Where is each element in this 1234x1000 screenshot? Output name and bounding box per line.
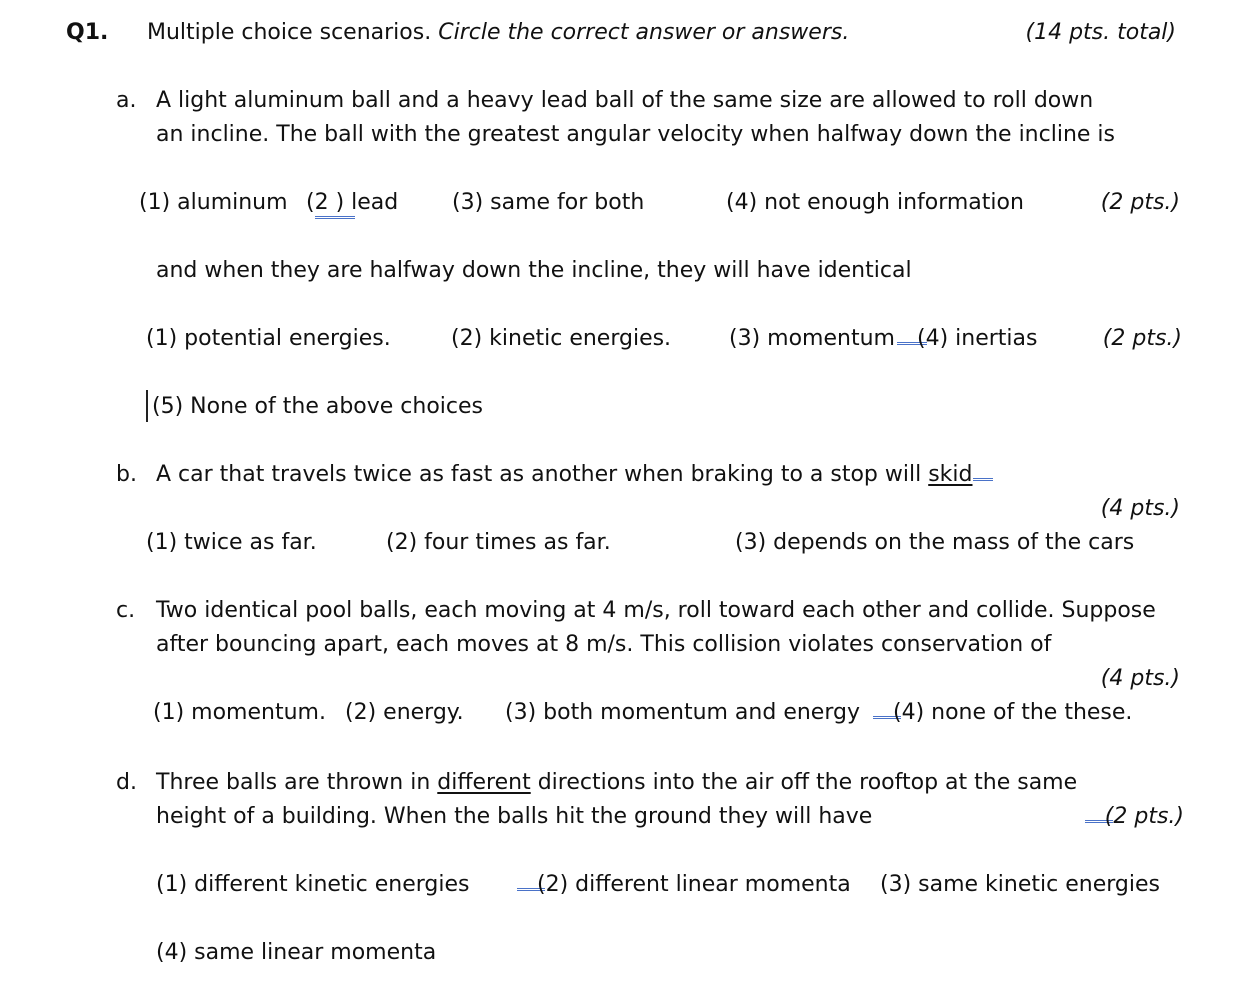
question-instruction: Circle the correct answer or answers. [438, 20, 850, 45]
part-b-keyword: skid [928, 462, 973, 487]
part-a2-option-4[interactable] [897, 328, 1037, 350]
part-d-keyword: different [437, 770, 531, 795]
part-d-option-4[interactable]: (4) same linear momenta [156, 940, 437, 965]
part-a-points-2: (2 pts.) [1102, 326, 1182, 351]
part-d-line1 [156, 772, 1077, 794]
part-c-option-4[interactable] [873, 702, 1132, 724]
blank-mark [315, 192, 355, 219]
part-c-line1: Two identical pool balls, each moving at 4 m/s, roll toward each other and collide. Suppose [156, 598, 1156, 623]
part-a2-option-3[interactable]: (3) momentum [729, 326, 895, 351]
part-a-option-3[interactable]: (3) same for both [452, 190, 645, 215]
part-a2-option-5[interactable]: (5) None of the above choices [152, 394, 483, 419]
question-number: Q1. [66, 20, 109, 45]
question-title [147, 22, 849, 44]
part-d-option-2-label: (2) different linear momenta [537, 872, 851, 897]
part-a2-option-4-label: (4) inertias [917, 326, 1038, 351]
part-d-line1-post: directions into the air off the rooftop at the same [537, 770, 1078, 795]
part-a-option-2-label: (2 ) lead [306, 190, 399, 215]
part-c-option-3[interactable]: (3) both momentum and energy [505, 700, 860, 725]
part-c-option-4-label: (4) none of the these. [893, 700, 1133, 725]
part-d-letter: d. [116, 770, 137, 795]
part-a-line3: and when they are halfway down the incline, they will have identical [156, 258, 912, 283]
part-a-option-4[interactable]: (4) not enough information [726, 190, 1024, 215]
part-c-option-1[interactable]: (1) momentum. [153, 700, 326, 725]
question-title-text: Multiple choice scenarios. [147, 20, 432, 45]
part-c-points: (4 pts.) [1100, 666, 1180, 691]
part-b-option-3[interactable]: (3) depends on the mass of the cars [735, 530, 1135, 555]
part-d-points-label: (2 pts.) [1104, 804, 1184, 829]
part-a-points-1: (2 pts.) [1100, 190, 1180, 215]
part-a-line2: an incline. The ball with the greatest angular velocity when halfway down the incline is [156, 122, 1115, 147]
part-d-line1-pre: Three balls are thrown in [156, 770, 431, 795]
text-cursor [146, 390, 148, 422]
part-a2-option-1[interactable]: (1) potential energies. [146, 326, 391, 351]
part-b-line1-text: A car that travels twice as fast as another when braking to a stop will [156, 462, 922, 487]
part-b-letter: b. [116, 462, 137, 487]
part-a-option-1[interactable]: (1) aluminum [139, 190, 288, 215]
total-points: (14 pts. total) [1025, 20, 1176, 45]
part-c-line2: after bouncing apart, each moves at 8 m/s. This collision violates conservation of [156, 632, 1052, 657]
part-d-line2: height of a building. When the balls hit the ground they will have [156, 804, 873, 829]
part-a-option-2[interactable] [306, 192, 398, 214]
part-d-option-3[interactable]: (3) same kinetic energies [880, 872, 1160, 897]
part-b-points: (4 pts.) [1100, 496, 1180, 521]
part-c-option-2[interactable]: (2) energy. [345, 700, 464, 725]
part-d-points [1085, 806, 1184, 828]
part-b-line1 [156, 464, 993, 486]
part-d-option-1[interactable]: (1) different kinetic energies [156, 872, 470, 897]
part-c-letter: c. [116, 598, 136, 623]
part-a2-option-2[interactable]: (2) kinetic energies. [451, 326, 672, 351]
part-a-line1: A light aluminum ball and a heavy lead ball of the same size are allowed to roll down [156, 88, 1094, 113]
part-b-option-1[interactable]: (1) twice as far. [146, 530, 317, 555]
part-d-option-2[interactable] [517, 874, 851, 896]
blank-mark [973, 464, 993, 481]
part-a-letter: a. [116, 88, 137, 113]
part-b-option-2[interactable]: (2) four times as far. [386, 530, 611, 555]
